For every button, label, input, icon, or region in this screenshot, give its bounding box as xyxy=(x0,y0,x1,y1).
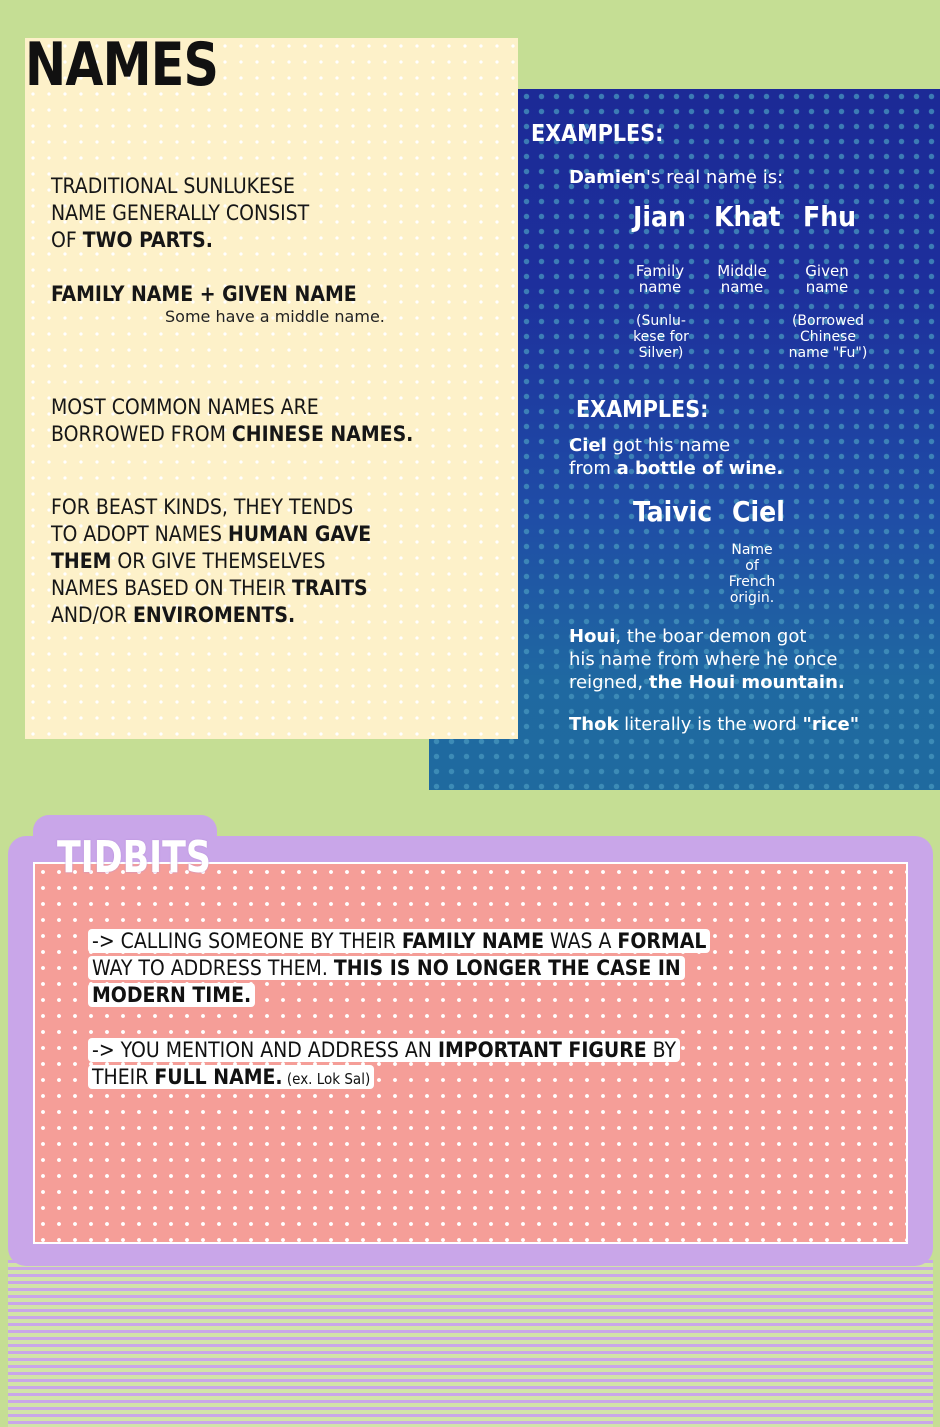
ciel-name-taivic: Taivic xyxy=(633,495,713,528)
striped-footer xyxy=(8,1260,933,1427)
note-given-name: (Borrowed Chinese name "Fu") xyxy=(788,313,868,361)
tidbit-full-name: -> YOU MENTION AND ADDRESS AN IMPORTANT FIGURE BY THEIR FULL NAME. (ex. Lok Sal) xyxy=(88,1037,680,1093)
ciel-name-note: Name of French origin. xyxy=(728,542,776,606)
names-paragraph-beast-kinds: FOR BEAST KINDS, THEY TENDS TO ADOPT NAMES HUMAN GAVE THEM OR GIVE THEMSELVES NAMES BASED ON THEIR TRAITS AND/OR ENVIROMENTS. xyxy=(51,495,372,627)
examples-heading-2: EXAMPLES: xyxy=(576,397,709,423)
tidbit-family-name-formal: -> CALLING SOMEONE BY THEIR FAMILY NAME WAS A FORMAL WAY TO ADDRESS THEM. THIS IS NO LONGER THE CASE IN MODERN TIME. xyxy=(88,928,710,1009)
houi-origin-text: Houi, the boar demon got his name from where he once reigned, the Houi mountain. xyxy=(569,626,845,693)
note-family-name: (Sunlu- kese for Silver) xyxy=(633,313,689,361)
name-part-middle: Khat xyxy=(714,200,781,233)
ciel-name-ciel: Ciel xyxy=(732,495,785,528)
names-paragraph-common: MOST COMMON NAMES ARE BORROWED FROM CHINESE NAMES. xyxy=(51,395,414,446)
names-formula: FAMILY NAME + GIVEN NAME xyxy=(51,282,357,306)
page-title: NAMES xyxy=(25,30,219,100)
damien-intro: Damien's real name is: xyxy=(569,167,784,188)
ciel-origin-text: Ciel got his name from a bottle of wine. xyxy=(569,435,784,479)
names-formula-note: Some have a middle name. xyxy=(165,307,385,326)
tidbits-title: TIDBITS xyxy=(57,832,211,883)
label-middle-name: Middle name xyxy=(717,262,767,296)
examples-heading: EXAMPLES: xyxy=(531,121,664,147)
damien-name: Damien xyxy=(569,167,647,188)
label-family-name: Family name xyxy=(635,262,685,296)
name-part-family: Jian xyxy=(633,200,686,233)
thok-origin-text: Thok literally is the word "rice" xyxy=(569,714,860,735)
names-card xyxy=(25,38,518,739)
damien-name-breakdown xyxy=(610,197,910,367)
names-paragraph-structure: TRADITIONAL SUNLUKESE NAME GENERALLY CONSIST OF TWO PARTS. xyxy=(51,174,310,252)
name-part-given: Fhu xyxy=(803,200,857,233)
label-given-name: Given name xyxy=(805,262,849,296)
